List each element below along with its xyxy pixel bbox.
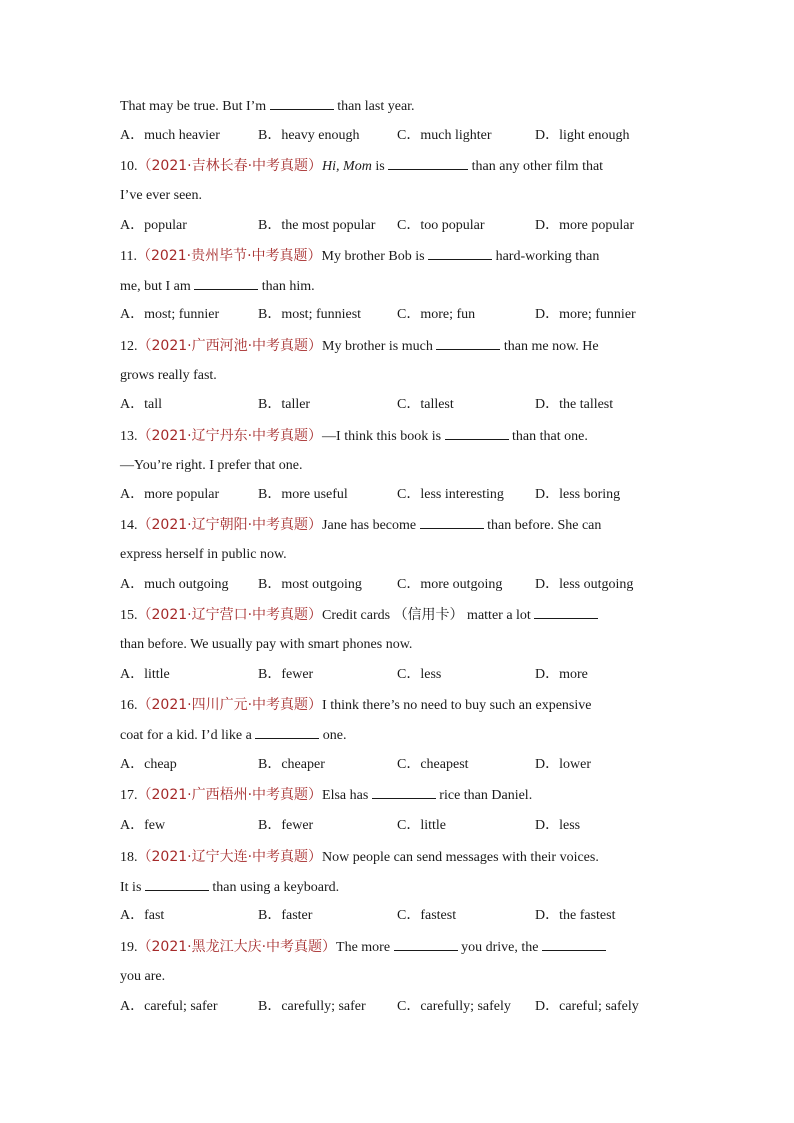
question-12-stem-line2: grows really fast. bbox=[120, 368, 217, 383]
option-b: B．heavy enough bbox=[258, 128, 360, 143]
option-d: D．less outgoing bbox=[535, 577, 634, 592]
option-a: A．most; funnier bbox=[120, 307, 220, 322]
option-c: C．fastest bbox=[397, 908, 457, 923]
answer-blank bbox=[420, 516, 484, 529]
answer-blank bbox=[388, 157, 468, 170]
option-a: A．much outgoing bbox=[120, 577, 229, 592]
answer-blank bbox=[542, 938, 606, 951]
option-b: B．taller bbox=[258, 397, 311, 412]
question-13-stem-line2: —You’re right. I prefer that one. bbox=[120, 458, 303, 473]
option-c: C．less interesting bbox=[397, 487, 504, 502]
option-d: D．the tallest bbox=[535, 397, 614, 412]
question-18-stem-line2: It is than using a keyboard. bbox=[120, 880, 340, 895]
option-a: A．more popular bbox=[120, 487, 220, 502]
question-13-stem: 13.（2021·辽宁丹东·中考真题）—I think this book is than that one. bbox=[120, 428, 588, 444]
answer-blank bbox=[194, 277, 258, 290]
option-d: D．less bbox=[535, 818, 581, 833]
answer-blank bbox=[534, 606, 598, 619]
option-c: C．cheapest bbox=[397, 757, 469, 772]
option-a: A．cheap bbox=[120, 757, 177, 772]
question-14-stem-line2: express herself in public now. bbox=[120, 547, 287, 562]
question-source: （2021·辽宁营口·中考真题） bbox=[137, 607, 323, 623]
option-c: C．more; fun bbox=[397, 307, 476, 322]
question-source: （2021·辽宁丹东·中考真题） bbox=[137, 428, 323, 444]
question-source: （2021·广西梧州·中考真题） bbox=[137, 787, 323, 803]
question-16-stem-line2: coat for a kid. I’d like a one. bbox=[120, 728, 347, 743]
answer-blank bbox=[372, 786, 436, 799]
answer-blank bbox=[428, 247, 492, 260]
question-source: （2021·四川广元·中考真题） bbox=[137, 697, 323, 713]
question-15-stem-line2: than before. We usually pay with smart phones now. bbox=[120, 637, 413, 652]
question-source: （2021·黑龙江大庆·中考真题） bbox=[137, 939, 337, 955]
option-a: A．tall bbox=[120, 397, 162, 412]
question-17-stem: 17.（2021·广西梧州·中考真题）Elsa has rice than Daniel. bbox=[120, 787, 533, 803]
question-19-stem-line2: you are. bbox=[120, 969, 166, 984]
question-15-stem: 15.（2021·辽宁营口·中考真题）Credit cards （信用卡） matter a lot bbox=[120, 606, 598, 625]
question-source: （2021·广西河池·中考真题） bbox=[137, 338, 323, 354]
option-c: C．less bbox=[397, 667, 442, 682]
option-d: D．more popular bbox=[535, 218, 635, 233]
question-12-stem: 12.（2021·广西河池·中考真题）My brother is much than me now. He bbox=[120, 338, 599, 354]
option-a: A．few bbox=[120, 818, 166, 833]
question-18-stem: 18.（2021·辽宁大连·中考真题）Now people can send messages with their voices. bbox=[120, 849, 599, 865]
option-b: B．most; funniest bbox=[258, 307, 362, 322]
option-a: A．careful; safer bbox=[120, 999, 218, 1014]
answer-blank bbox=[255, 726, 319, 739]
option-d: D．more; funnier bbox=[535, 307, 636, 322]
option-c: C．carefully; safely bbox=[397, 999, 511, 1014]
option-b: B．carefully; safer bbox=[258, 999, 366, 1014]
option-a: A．fast bbox=[120, 908, 165, 923]
option-a: A．little bbox=[120, 667, 170, 682]
answer-blank bbox=[270, 97, 334, 110]
question-11-stem-line2: me, but I am than him. bbox=[120, 279, 315, 294]
question-16-stem: 16.（2021·四川广元·中考真题）I think there’s no need to buy such an expensive bbox=[120, 697, 592, 713]
option-d: D．the fastest bbox=[535, 908, 616, 923]
question-source: （2021·辽宁朝阳·中考真题） bbox=[137, 517, 323, 533]
option-d: D．light enough bbox=[535, 128, 630, 143]
question-source: （2021·贵州毕节·中考真题） bbox=[136, 248, 322, 264]
question-source: （2021·吉林长春·中考真题） bbox=[137, 158, 323, 174]
option-c: C．more outgoing bbox=[397, 577, 503, 592]
question-10-stem: 10.（2021·吉林长春·中考真题）Hi, Mom is than any other film that bbox=[120, 158, 604, 174]
option-b: B．the most popular bbox=[258, 218, 376, 233]
option-b: B．cheaper bbox=[258, 757, 325, 772]
answer-blank bbox=[436, 337, 500, 350]
option-b: B．faster bbox=[258, 908, 313, 923]
option-c: C．much lighter bbox=[397, 128, 492, 143]
question-14-stem: 14.（2021·辽宁朝阳·中考真题）Jane has become than before. She can bbox=[120, 517, 602, 533]
option-c: C．tallest bbox=[397, 397, 454, 412]
answer-blank bbox=[445, 427, 509, 440]
question-9-stem: That may be true. But I’m than last year. bbox=[120, 99, 415, 114]
answer-blank bbox=[394, 938, 458, 951]
option-a: A．popular bbox=[120, 218, 187, 233]
option-d: D．lower bbox=[535, 757, 591, 772]
option-a: A．much heavier bbox=[120, 128, 220, 143]
question-11-stem: 11.（2021·贵州毕节·中考真题）My brother Bob is hard-working than bbox=[120, 248, 600, 264]
option-c: C．too popular bbox=[397, 218, 485, 233]
question-10-stem-line2: I’ve ever seen. bbox=[120, 188, 203, 203]
option-d: D．more bbox=[535, 667, 588, 682]
option-c: C．little bbox=[397, 818, 446, 833]
question-19-stem: 19.（2021·黑龙江大庆·中考真题）The more you drive, the bbox=[120, 938, 606, 957]
question-source: （2021·辽宁大连·中考真题） bbox=[137, 849, 323, 865]
answer-blank bbox=[145, 878, 209, 891]
option-d: D．careful; safely bbox=[535, 999, 639, 1014]
option-b: B．most outgoing bbox=[258, 577, 362, 592]
option-d: D．less boring bbox=[535, 487, 621, 502]
option-b: B．fewer bbox=[258, 818, 314, 833]
option-b: B．fewer bbox=[258, 667, 314, 682]
option-b: B．more useful bbox=[258, 487, 348, 502]
